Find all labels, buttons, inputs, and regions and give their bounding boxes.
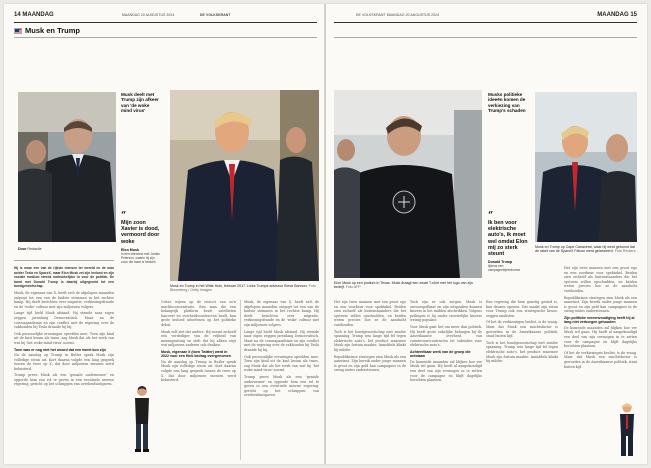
top-rule: [14, 22, 317, 23]
figure-illustration-right: [616, 402, 638, 460]
canaveral-photo-svg: [535, 92, 637, 242]
right-subhead-2: Achterelkaar werk van de groep die ontstaan: [410, 349, 471, 359]
left-tagline: Musk deelt met Trump zijn afkeer van 'de woke mind virus': [121, 92, 159, 114]
right-quote-name: Donald Trump: [488, 260, 513, 265]
right-caption-right: Musk en Trump op Cape Canaveral, waar hij werd getoond dat de raket van de SpaceX Falcon werd gelanceerd. Foto Reuters: [535, 245, 636, 254]
right-col-4: Het zijn twee mannen met een groot ego en een voorkeur voor spektakel. Beiden zien zichzelf als buitenstaanders die het systeem willen opschudden, en beiden weten precies hoe ze de aandacht vasthouden. Republikeinse strategen zien Musk als een aanwinst. Zijn bereik onder jonge mannen is groot en zijn geld kan campagnes in de swing states ondersteunen. Zijn politieke vereenvoudiging heeft hij al lang niet verborgen gehouden De komende maanden zal blijken hoe ver Musk wil gaan. Hij heeft al aangekondigd een deel van zijn vermogen in te zetten voor de campagne en blijft dagelijks berichten plaatsen. Of het de verkiezingen beslist, is de vraag. Maar dat Musk een machtsfactor is geworden in de Amerikaanse politiek, staat buiten kijf.: [564, 266, 637, 369]
right-subhead-1: Zijn politieke vereenvoudiging heeft hij al lang niet verborgen gehouden: [564, 315, 635, 325]
musk-podium-photo-svg: [334, 90, 482, 278]
section-topic: [14, 26, 80, 35]
left-quote-text: Mijn zoon Xavier is dood, vermoord door woke: [121, 220, 160, 245]
left-folio: 14 MAANDAG: [14, 12, 54, 18]
photo-trump-whitehouse: [170, 90, 319, 281]
right-strip-date: DE VOLKSKRANT MAANDAG 20 AUGUSTUS 2024: [356, 13, 440, 17]
left-caption-credit: Foto Bloomberg / Getty Images: [170, 284, 316, 293]
left-intro: Hij is maar een van de rijkste mensen ter wereld en de man achter Tesla en SpaceX, maar Elon Musk zet zijn invloed en zijn sociale medium steeds nadrukkelijker in voor de politiek. De band met Donald Trump is daarbij uitgegroeid tot een bondgenootschap.: [14, 266, 114, 289]
left-byline: Door Redactie: [18, 247, 42, 251]
top-rule-right: [334, 22, 637, 23]
right-tagline: Musks politieke ideeën komen de verkiezing van Trump's schaden: [488, 92, 526, 114]
musk-photo-svg: [18, 92, 116, 242]
quote-mark-icon: “: [121, 211, 127, 221]
left-quote: [121, 212, 161, 264]
person-figure-right-icon: [616, 402, 638, 460]
left-col-3: Musk, de eigenaar van X, heeft zich de afgelopen maanden ontpopt tot een van de luidste stemmen in het rechtse kamp. Hij deelt berichten over migratie, verkiezingsfraude en de 'woke' cultuur met zijn miljoenen volgers. Lange tijd hield Musk afstand. Hij stemde naar eigen zeggen jarenlang Democratisch. Maar na de coronapandemie en zijn conflict met de regering over de vakbonden bij Tesla draaide hij bij. Ook persoonlijke ervaringen speelden mee. Toen zijn kind uit de kast kwam als trans, zag Musk dat als het werk van wat hij 'het woke mind virus' noemt. Trump prees Musk als een 'geniale ondernemer' en opperde hem een rol te geven in een eventuele nieuwe regering, gericht op het schrappen van overheidsuitgaven.: [244, 300, 319, 398]
photo-musk-close: [18, 92, 116, 242]
photo-musk-podium: [334, 90, 482, 278]
right-col-1: Het zijn twee mannen met een groot ego en een voorkeur voor spektakel. Beiden zien zichzelf als buitenstaanders die het systeem willen opschudden, en beiden weten precies hoe ze de aandacht vasthouden. Toch is het bondgenootschap niet zonder spanning. Trump was lange tijd fel tegen elektrische auto's, het product waarmee Musk zijn fortuin maakte. Inmiddels klinkt hij milder. Republikeinse strategen zien Musk als een aanwinst. Zijn bereik onder jonge mannen is groot en zijn geld kan campagnes in de swing states ondersteunen.: [334, 300, 406, 373]
right-folio: MAANDAG 15: [597, 12, 637, 18]
left-caption-text: Musk en Trump in het Witte Huis, februari 2017. Links Trumps adviseur Steve Bannon.: [170, 284, 308, 288]
left-col-1: Hij is maar een van de rijkste mensen ter wereld en de man achter Tesla en SpaceX, maar Elon Musk zet zijn invloed en zijn sociale medium steeds nadrukkelijker in voor de politiek. De band met Donald Trump is daarbij uitgegroeid tot een bondgenootschap. Musk, de eigenaar van X, heeft zich de afgelopen maanden ontpopt tot een van de luidste stemmen in het rechtse kamp. Hij deelt berichten over migratie, verkiezingsfraude en de 'woke' cultuur met zijn miljoenen volgers. Lange tijd hield Musk afstand. Hij stemde naar eigen zeggen jarenlang Democratisch. Maar na de coronapandemie en zijn conflict met de regering over de vakbonden bij Tesla draaide hij bij. Ook persoonlijke ervaringen speelden mee. Toen zijn kind uit de kast kwam als trans, zag Musk dat als het werk van wat hij 'het woke mind virus' noemt. Toen was er nog niet het woord dat een tweet kon zijn Na de aanslag op Trump in Butler sprak Musk zijn volledige steun uit. Kort daarna volgde een lang gesprek tussen de twee op X, dat door miljoenen mensen werd beluisterd. Trump prees Musk als een 'geniale ondernemer' en opperde hem een rol te geven in een eventuele nieuwe regering, gericht op het schrappen van overheidsuitgaven.: [14, 266, 114, 387]
right-col-3: Een regering die hem gunstig gezind is, kan deuren openen. Dat maakt zijn steun voor Trump ook een strategische keuze, zeggen analisten. Of het de verkiezingen beslist, is de vraag. Maar dat Musk een machtsfactor is geworden in de Amerikaanse politiek, staat buiten kijf. Toch is het bondgenootschap niet zonder spanning. Trump was lange tijd fel tegen elektrische auto's, het product waarmee Musk zijn fortuin maakte. Inmiddels klinkt hij milder.: [486, 300, 558, 364]
us-flag-icon: [14, 28, 22, 34]
left-caption: [170, 284, 319, 293]
left-quote-name: Elon Musk: [121, 247, 139, 252]
left-col-2: Critici wijzen op de risico's van zo'n machtsconcentratie. Een man die een belangrijk platform bezit, satellieten lanceert en overheidscontracten heeft, kan grote invloed uitoefenen op het politieke debat. Musk zelf ziet dat anders. Hij noemt zichzelf een verdediger van de vrijheid van meningsuiting en stelt dat hij alleen zegt wat miljoenen anderen ook denken. Musk, eigenaar X (toen Twitter) werd in 2022 voor een flink bedrag overgenomen Na de aanslag op Trump in Butler sprak Musk zijn volledige steun uit. Kort daarna volgde een lang gesprek tussen de twee op X, dat door miljoenen mensen werd beluisterd.: [161, 300, 236, 383]
topic-label: Musk en Trump: [25, 26, 81, 35]
right-page: [326, 4, 647, 464]
quote-mark-icon: “: [488, 211, 494, 221]
left-subhead-1: Toen was er nog niet het woord dat een tweet kon zijn: [14, 347, 106, 352]
left-quote-role: in een interview met Jordan Peterson, waarin hij zijn zoon die trans is bedoelt: [121, 251, 160, 264]
left-page: [4, 4, 325, 464]
left-strip-paper: DE VOLKSKRANT: [200, 13, 231, 17]
right-col-2: Toch zijn er ook zorgen. Musk is onvoorspelbaar en zijn uitspraken kunnen kiezers in het midden afschrikken. Volgens peilingen is hij onder vrouwelijke kiezers weinig populair. Voor Musk gaat het om meer dan politiek. Hij heeft grote zakelijke belangen bij de Amerikaanse overheid, van ruimtevaartcontracten tot subsidies voor elektrische auto's. Achterelkaar werk van de groep die ontstaan De komende maanden zal blijken hoe ver Musk wil gaan. Hij heeft al aangekondigd een deel van zijn vermogen in te zetten voor de campagne en blijft dagelijks berichten plaatsen.: [410, 300, 482, 383]
trump-photo-svg: [170, 90, 319, 281]
left-strip-date: MAANDAG 20 AUGUSTUS 2024: [122, 13, 175, 17]
photo-cape-canaveral: [535, 92, 637, 242]
figure-illustration: [130, 384, 154, 454]
left-subhead-2: Musk, eigenaar X (toen Twitter) werd in 2022 voor een flink bedrag overgenomen: [161, 349, 231, 359]
newspaper-spread: [4, 4, 647, 464]
person-figure-icon: [130, 384, 154, 454]
right-quote-role: tijdens een campagnebijeenkomst: [488, 264, 520, 273]
right-quote: [488, 212, 530, 272]
right-quote-text: Ik ben voor elektrische auto's, ik moet wel omdat Elon mij zo sterk steunt: [488, 220, 528, 258]
right-caption-left: Elon Musk op een podium in Texas. Musk draagt een zwart T-shirt met het logo van zijn bedrijf. Foto AFP: [334, 281, 473, 290]
